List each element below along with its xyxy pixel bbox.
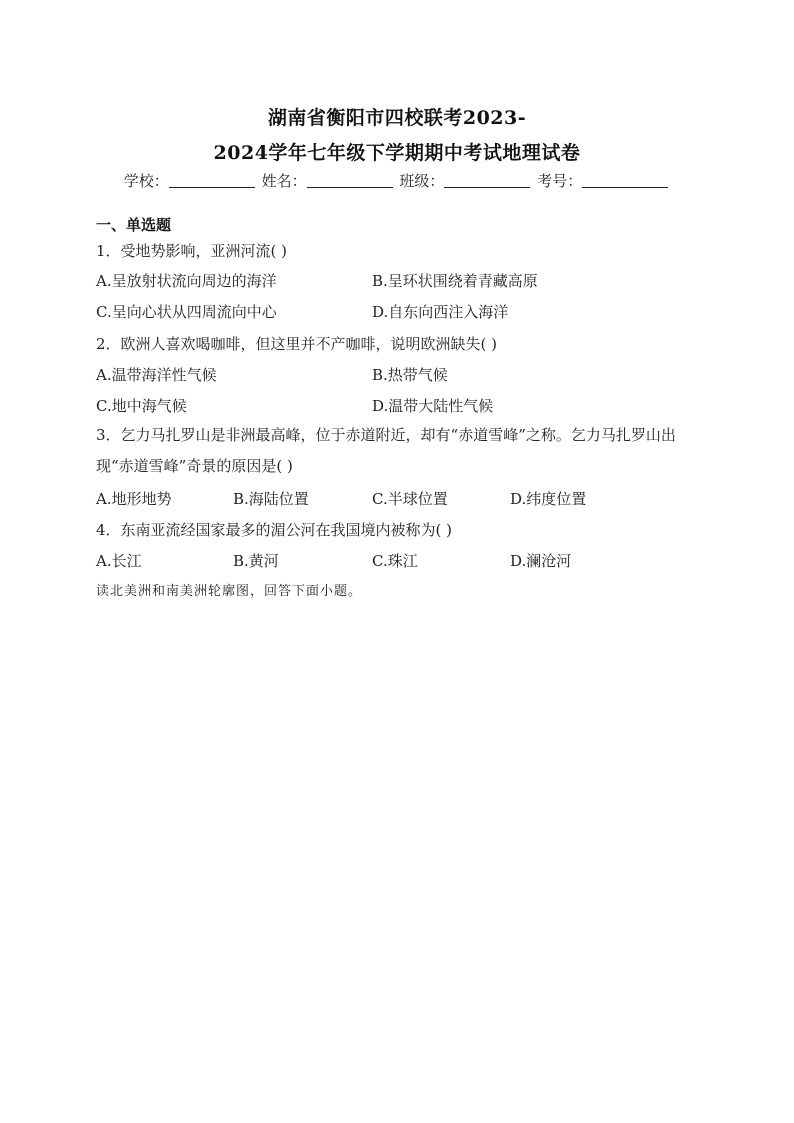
q1-option-a[interactable]: A.呈放射状流向周边的海洋: [96, 272, 277, 290]
question-4-stem: 4．东南亚流经国家最多的湄公河在我国境内被称为( ): [96, 521, 453, 539]
q4-option-c[interactable]: C.珠江: [372, 552, 418, 570]
school-label: 学校：: [123, 172, 169, 190]
name-blank[interactable]: [307, 173, 393, 188]
class-blank[interactable]: [444, 173, 530, 188]
exam-no-blank[interactable]: [582, 173, 668, 188]
q3-option-a[interactable]: A.地形地势: [96, 490, 172, 508]
q4-option-a[interactable]: A.长江: [96, 552, 142, 570]
question-3-stem: 3．乞力马扎罗山是非洲最高峰，位于赤道附近，却有“赤道雪峰”之称。乞力马扎罗山出现“赤道雪峰”奇景的原因是( ): [96, 426, 676, 475]
q2-option-a[interactable]: A.温带海洋性气候: [96, 366, 217, 384]
reading-instruction: 读北美洲和南美洲轮廓图，回答下面小题。: [96, 584, 363, 599]
q3-option-b[interactable]: B.海陆位置: [233, 490, 309, 508]
question-1-stem: 1．受地势影响，亚洲河流( ): [96, 242, 288, 260]
school-blank[interactable]: [169, 173, 255, 188]
q3-option-c[interactable]: C.半球位置: [372, 490, 448, 508]
q2-option-b[interactable]: B.热带气候: [372, 366, 448, 384]
section-title: 一、单选题: [96, 216, 172, 234]
q4-option-b[interactable]: B.黄河: [233, 552, 279, 570]
exam-title-line1: 湖南省衡阳市四校联考2023-: [267, 107, 527, 129]
exam-no-label: 考号：: [537, 172, 583, 190]
q1-option-b[interactable]: B.呈环状围绕着青藏高原: [372, 272, 538, 290]
exam-title-line2: 2024学年七年级下学期期中考试地理试卷: [213, 142, 581, 164]
q1-option-c[interactable]: C.呈向心状从四周流向中心: [96, 303, 277, 321]
q2-option-c[interactable]: C.地中海气候: [96, 397, 187, 415]
student-info-row: [0, 170, 794, 191]
name-label: 姓名：: [261, 172, 307, 190]
q2-option-d[interactable]: D.温带大陆性气候: [372, 397, 494, 415]
class-label: 班级：: [399, 172, 445, 190]
q4-option-d[interactable]: D.澜沧河: [510, 552, 572, 570]
q1-option-d[interactable]: D.自东向西注入海洋: [372, 303, 509, 321]
question-2-stem: 2．欧洲人喜欢喝咖啡，但这里并不产咖啡，说明欧洲缺失( ): [96, 335, 498, 353]
q3-option-d[interactable]: D.纬度位置: [510, 490, 587, 508]
